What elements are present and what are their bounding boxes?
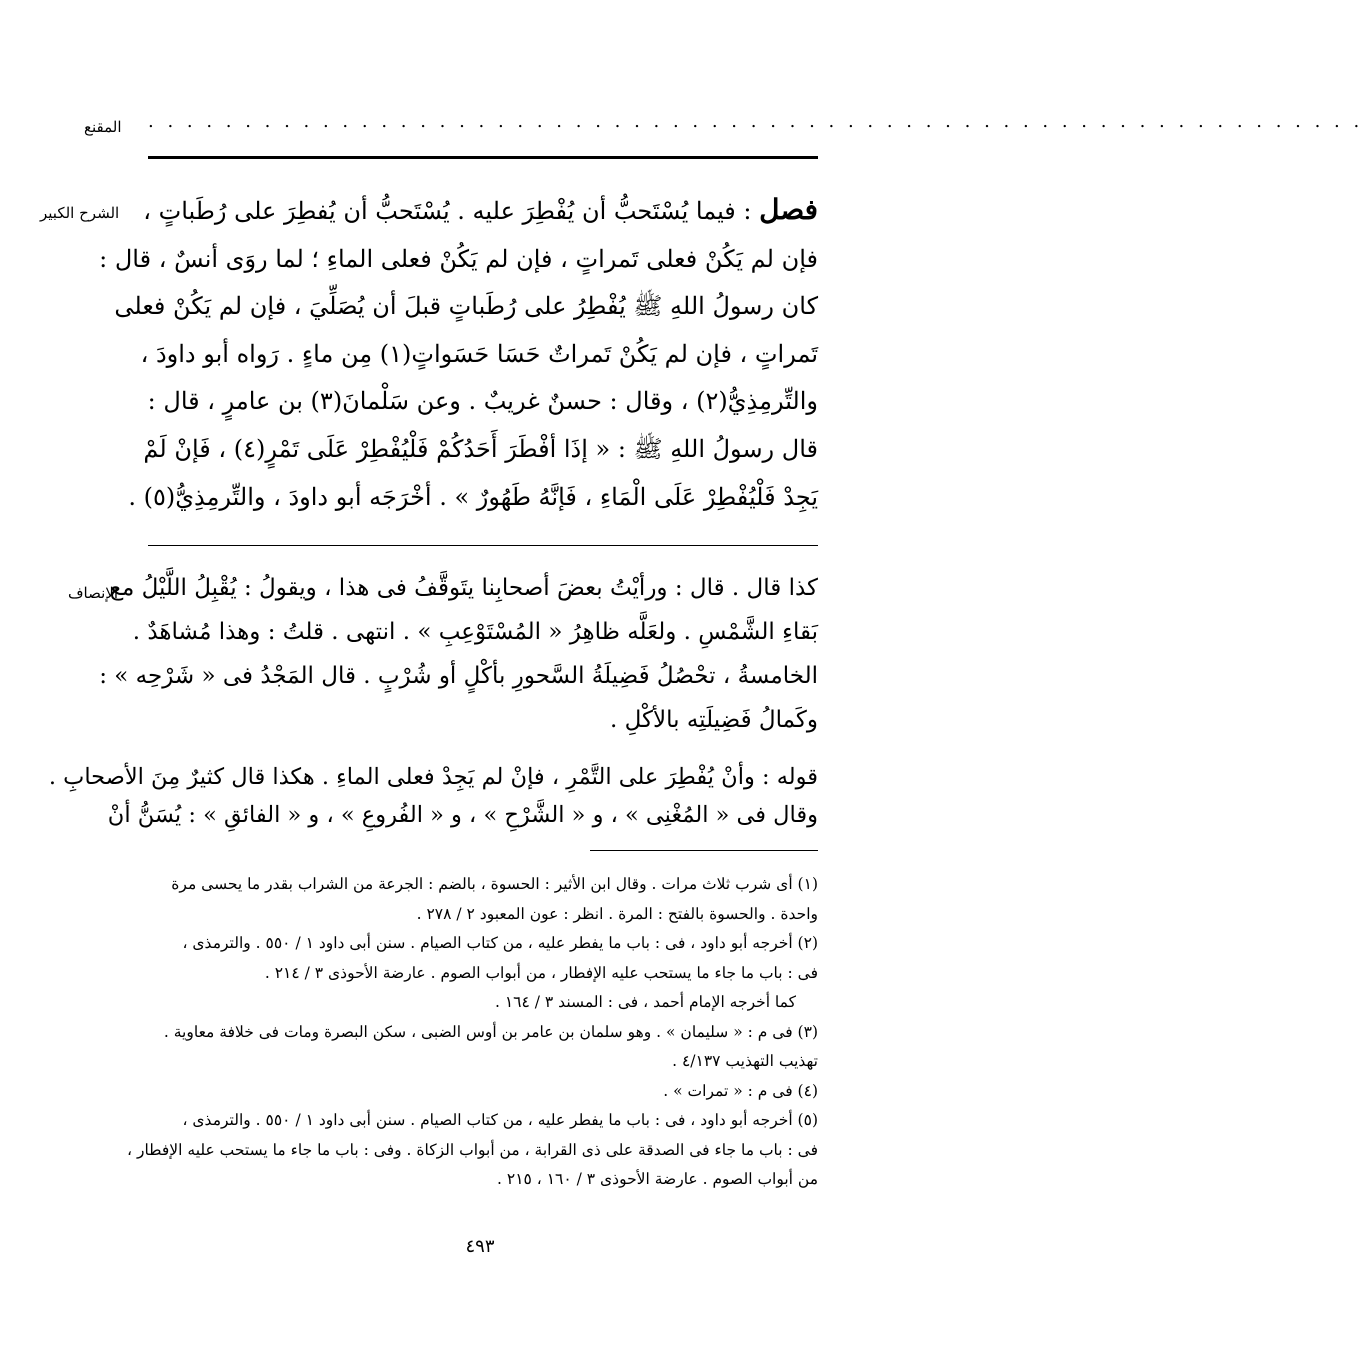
sharh-line: تَمراتٍ ، فإن لم يَكُنْ تَمراتٌ حَسَا حَسَواتٍ(١) مِن ماءٍ . رَواه أبو داودَ ، — [140, 339, 818, 368]
footnotes — [127, 870, 818, 1195]
footnote-line: فى : باب ما جاء فى الصدقة على ذى القرابة ، من أبواب الزكاة . وفى : باب ما جاء ما يستحب عليه الإفطار ، — [127, 1140, 818, 1159]
insaf-paragraph-2 — [48, 758, 818, 834]
fasl-heading: فصل — [759, 193, 818, 226]
page-number: ٤٩٣ — [465, 1236, 495, 1257]
insaf-line: قوله : وأنْ يُفْطِرَ على التَّمْرِ ، فإنْ لم يَجِدْ فعلى الماءِ . هكذا قال كثيرٌ مِنَ الأصحابِ . — [48, 764, 818, 790]
insaf-line: كذا قال . قال : ورأيْتُ بعضَ أصحابِنا يتَوقَّفُ فى هذا ، ويقولُ : يُقْبِلُ اللَّيْلُ مع — [109, 575, 818, 601]
insaf-paragraph-1 — [99, 566, 818, 742]
sharh-line: والتِّرمِذِيُّ(٢) ، وقال : حسنٌ غريبٌ . وعن سَلْمانَ(٣) بن عامرٍ ، قال : — [147, 387, 818, 416]
insaf-line: الخامسةُ ، تحْصُلُ فَضِيلَةُ السَّحورِ بأكْلٍ أو شُرْبٍ . قال المَجْدُ فى « شَرْحِه » : — [99, 663, 818, 689]
side-label-insaf: الإنصاف — [68, 584, 119, 602]
sharh-line: فإن لم يَكُنْ فعلى تَمراتٍ ، فإن لم يَكُنْ فعلى الماءِ ؛ لما روَى أنسٌ ، قال : — [99, 244, 818, 273]
footnote-line: (٥) أخرجه أبو داود ، فى : باب ما يفطر عليه ، من كتاب الصيام . سنن أبى داود ١ / ٥٥٠ . والترمذى ، — [182, 1111, 818, 1129]
header-rule — [148, 156, 818, 159]
sharh-line: قال رسولُ اللهِ ﷺ : « إذَا أفْطَرَ أَحَدُكُمْ فَلْيُفْطِرْ عَلَى تَمْرٍ(٤) ، فَإنْ لَمْ — [143, 434, 818, 463]
sharh-text-block — [99, 186, 818, 521]
footnote-line: فى : باب ما جاء ما يستحب عليه الإفطار ، من أبواب الصوم . عارضة الأحوذى ٣ / ٢١٤ . — [264, 963, 818, 982]
sharh-line: يَجِدْ فَلْيُفْطِرْ عَلَى الْمَاءِ ، فَإنَّهُ طَهُورٌ » . أخْرَجَه أبو داودَ ، والتِّرمِذِيُّ(٥) . — [128, 482, 818, 511]
footnote-line: (٤) فى م : « تمرات » . — [663, 1081, 818, 1100]
insaf-line: وكَمالُ فَضِيلَتِه بالأكْلِ . — [610, 707, 818, 733]
sharh-line: كان رسولُ اللهِ ﷺ يُفْطِرُ على رُطَباتٍ قبلَ أن يُصَلِّيَ ، فإن لم يَكُنْ فعلى — [114, 292, 818, 321]
insaf-line: وقال فى « المُغْنِى » ، و « الشَّرْحِ » ، و « الفُروعِ » ، و « الفائقِ » : يُسَنُّ أنْ — [107, 802, 818, 828]
sharh-line: فصل : فيما يُسْتَحبُّ أن يُفْطِرَ عليه . يُسْتَحبُّ أن يُفطِرَ على رُطَباتٍ ، — [143, 193, 818, 226]
footnote-line: (١) أى شرب ثلاث مرات . وقال ابن الأثير : الحسوة ، بالضم : الجرعة من الشراب بقدر ما يحسى مرة — [171, 875, 818, 893]
footnote-line: كما أخرجه الإمام أحمد ، فى : المسند ٣ / ١٦٤ . — [495, 993, 796, 1011]
section-divider — [148, 545, 818, 546]
side-label-sharh: الشرح الكبير — [40, 204, 120, 222]
footnote-line: (٢) أخرجه أبو داود ، فى : باب ما يفطر عليه ، من كتاب الصيام . سنن أبى داود ١ / ٥٥٠ . والترمذى ، — [182, 934, 818, 952]
footnote-line: (٣) فى م : « سليمان » . وهو سلمان بن عامر بن أوس الضبى ، سكن البصرة ومات فى خلافة معاوية . — [163, 1022, 818, 1041]
footnote-line: واحدة . والحسوة بالفتح : المرة . انظر : عون المعبود ٢ / ٢٧٨ . — [416, 904, 818, 923]
book-title: المقنع — [84, 118, 122, 136]
footnote-divider — [590, 850, 818, 851]
footnote-line: من أبواب الصوم . عارضة الأحوذى ٣ / ١٦٠ ، ٢١٥ . — [497, 1170, 818, 1188]
insaf-line: بَقاءِ الشَّمْسِ . ولعَلَّه ظاهِرُ « المُسْتَوْعِبِ » . انتهى . قلتُ : وهذا مُشاهَدٌ . — [132, 619, 818, 645]
header-dotted-leader: . . . . . . . . . . . . . . . . . . . . . . . . . . . . . . . . . . . . . . . . . . . . . . . . . . . . . . . . . . . . . . . — [148, 111, 1363, 132]
footnote-line: تهذيب التهذيب ٤/١٣٧ . — [672, 1052, 818, 1070]
